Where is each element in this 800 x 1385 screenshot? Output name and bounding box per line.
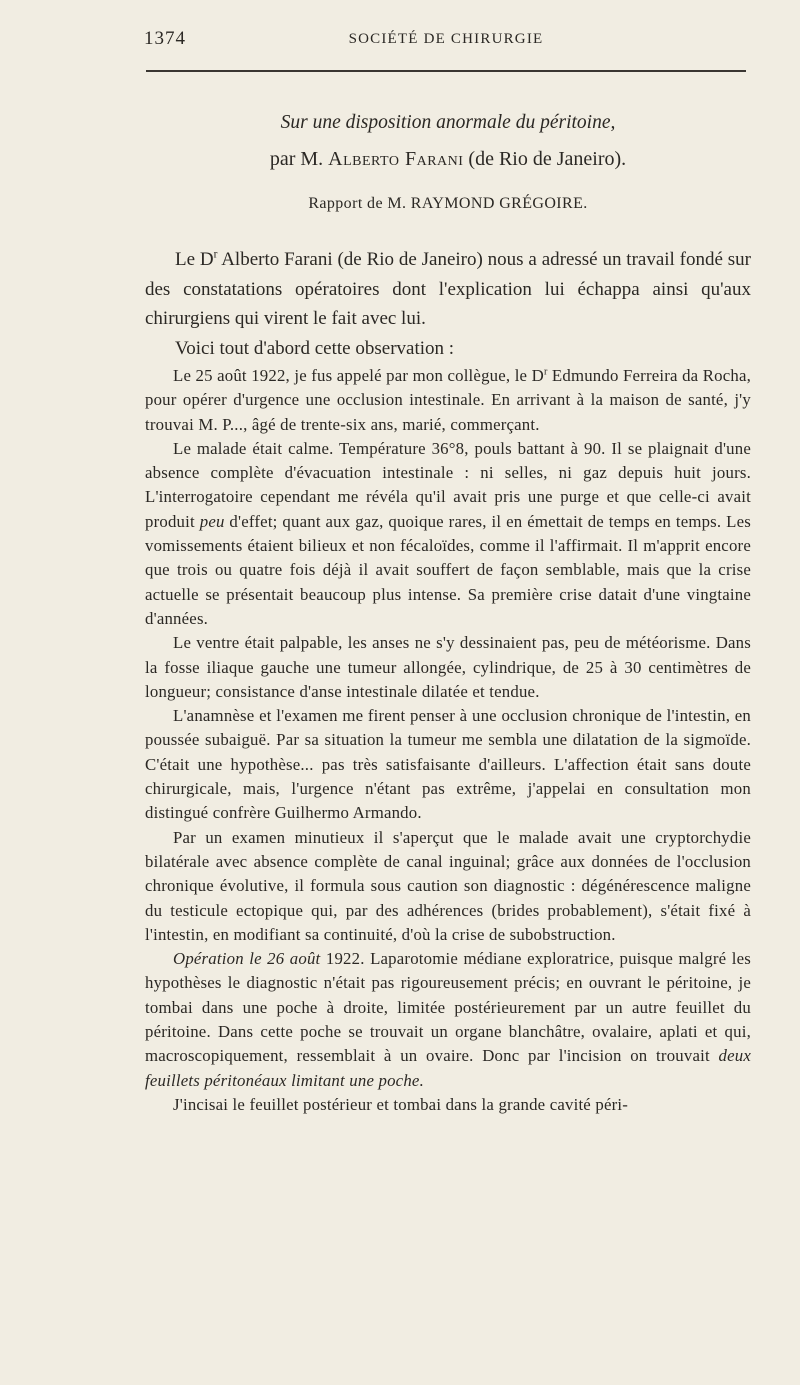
obs-p6-emphasis: Opération le 26 août xyxy=(173,949,321,969)
observation-paragraph-5: Par un examen minutieux il s'aperçut que le malade avait une cryptorchydie bilatérale avec absence complète de canal inguinal; grâce aux données de l'occlusion chronique évolutive, il formula sous caution son diagnostic : dégénérescence maligne du testicule ectopique qui, par des adhérences (brides probablement), s'était fixé à l'intestin, en modifiant sa continuité, d'où la crise de subobstruction. xyxy=(145,827,751,944)
obs-p1-text-a: Le 25 août 1922, je fus appelé par mon collègue, le D xyxy=(173,366,544,385)
intro-p1-text-b: Alberto Farani (de Rio de Janeiro) nous a adressé un travail fondé sur des constatations opératoires dont l'explication lui échappa ainsi qu'aux chirurgiens qui virent le fait avec lui. xyxy=(145,249,751,329)
obs-p1-text-b: Edmundo Ferreira da Rocha, pour opérer d'urgence une occlusion intestinale. En arrivant à la maison de santé, j'y trouvai M. P..., âgé de trente-six ans, marié, commerçant. xyxy=(145,366,751,434)
obs-p1-sup: r xyxy=(543,366,548,378)
obs-p2-emphasis: peu xyxy=(199,511,225,531)
header-rule xyxy=(146,70,746,72)
report-line: Rapport de M. RAYMOND GRÉGOIRE. xyxy=(308,195,588,212)
obs-p6-emphasis-2: deux feuillets péritonéaux limitant une poche. xyxy=(145,1046,751,1090)
intro-paragraph-1 xyxy=(145,245,751,334)
observation-paragraph-2 xyxy=(145,437,751,631)
author-prefix: par M. xyxy=(269,148,324,170)
observation-section xyxy=(145,364,751,1117)
page-header xyxy=(144,28,748,58)
intro-p1-sup: r xyxy=(213,248,218,261)
intro-paragraph-2: Voici tout d'abord cette observation : xyxy=(175,337,455,359)
observation-paragraph-6 xyxy=(145,947,751,1093)
author-affiliation: (de Rio de Janeiro). xyxy=(468,148,627,170)
obs-p2-text-b: d'effet; quant aux gaz, quoique rares, il en émettait de temps en temps. Les vomissements étaient bilieux et non fécaloïdes, comme il l'affirmait. Il m'apprit encore que trois ou quatre fois déjà il avait souffert de façon semblable, mais que la crise actuelle se présentait beaucoup plus intense. Sa première crise datait d'une vingtaine d'années. xyxy=(145,511,751,628)
obs-p6-text: 1922. Laparotomie médiane exploratrice, puisque malgré les hypothèses le diagnostic n'était pas rigoureusement précis; en ouvrant le péritoine, je tombai dans une poche à droite, limitée postérieurement par un autre feuillet du péritoine. Dans cette poche se trouvait un organe blanchâtre, ovalaire, aplati et qui, macroscopiquement, ressemblait à un ovaire. Donc par l'incision on trouvait xyxy=(145,949,751,1066)
author-name: Alberto Farani xyxy=(328,148,464,170)
observation-paragraph-3: Le ventre était palpable, les anses ne s'y dessinaient pas, peu de météorisme. Dans la fosse iliaque gauche une tumeur allongée, cylindrique, de 25 à 30 centimètres de longueur; consistance d'anse intestinale dilatée et tendue. xyxy=(145,633,751,701)
article-title: Sur une disposition anormale du péritoine, xyxy=(280,112,616,133)
observation-paragraph-4: L'anamnèse et l'examen me firent penser à une occlusion chronique de l'intestin, en poussée subaiguë. Par sa situation la tumeur me sembla une dilatation de la sigmoïde. C'était une hypothèse... pas très satisfaisante d'ailleurs. L'affection était sans doute chirurgicale, mais, l'urgence n'étant pas extrême, j'appelai en consultation mon distingué confrère Guilhermo Armando. xyxy=(145,706,751,823)
page-number: 1374 xyxy=(144,28,186,49)
observation-paragraph-7: J'incisai le feuillet postérieur et tombai dans la grande cavité péri- xyxy=(173,1094,629,1114)
observation-paragraph-1 xyxy=(145,364,751,437)
article-author xyxy=(145,148,751,171)
intro-p1-text-a: Le D xyxy=(175,249,214,270)
intro-section xyxy=(145,245,751,363)
running-title: SOCIÉTÉ DE CHIRURGIE xyxy=(348,31,544,47)
obs-p2-text-a: Le malade était calme. Température 36°8, pouls battant à 90. Il se plaignait d'une absence complète d'évacuation intestinale : ni selles, ni gaz depuis huit jours. L'interrogatoire cependant me révéla qu'il avait pris une purge et que celle-ci avait produit xyxy=(145,438,751,531)
